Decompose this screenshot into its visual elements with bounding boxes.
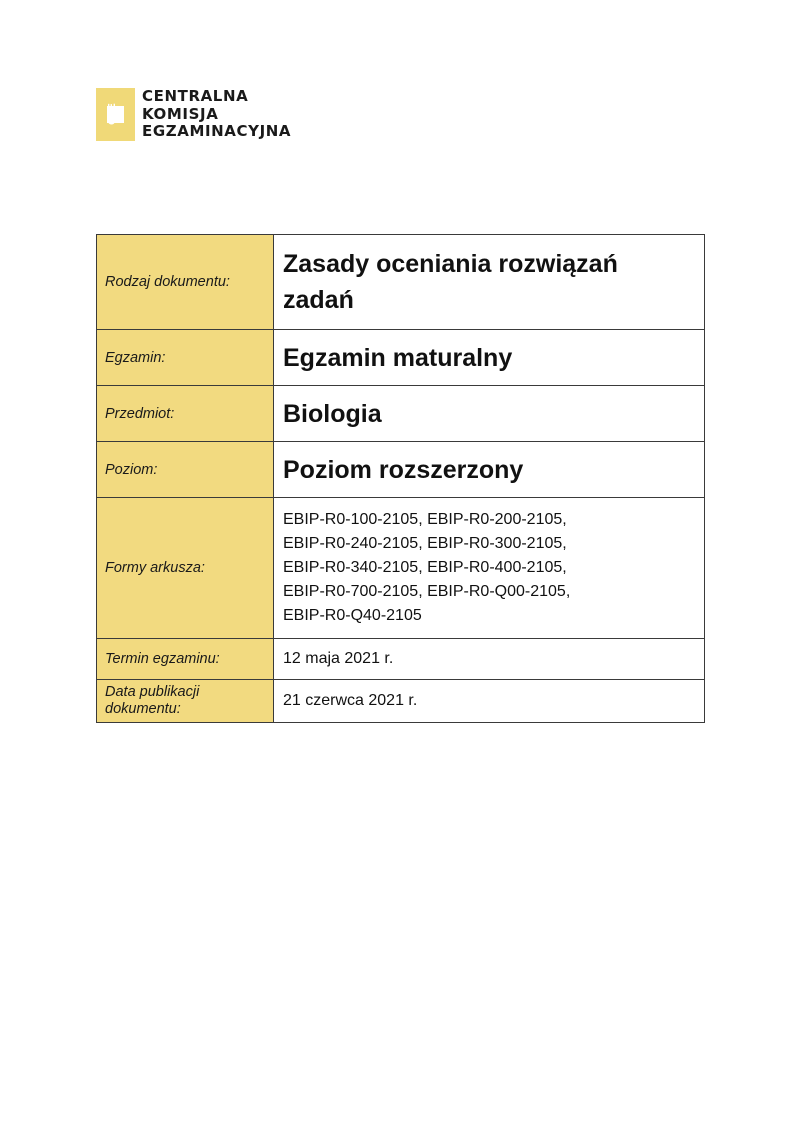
row-exam-date: [97, 639, 705, 680]
forms-value: [274, 498, 705, 639]
row-doc-type: [97, 235, 705, 330]
cke-logo-mark: [96, 88, 135, 141]
row-forms: [97, 498, 705, 639]
exam-date-label: Termin egzaminu:: [97, 639, 274, 680]
svg-text:CKE: CKE: [107, 103, 118, 125]
doc-type-label: Rodzaj dokumentu:: [97, 235, 274, 330]
exam-value: Egzamin maturalny: [274, 330, 705, 386]
forms-line: EBIP-R0-240-2105, EBIP-R0-300-2105,: [283, 535, 567, 552]
row-subject: [97, 386, 705, 442]
subject-label: Przedmiot:: [97, 386, 274, 442]
exam-date-value: 12 maja 2021 r.: [274, 639, 705, 680]
row-exam: [97, 330, 705, 386]
forms-line: EBIP-R0-100-2105, EBIP-R0-200-2105,: [283, 511, 567, 528]
cke-logo-text: [142, 88, 291, 141]
level-label: Poziom:: [97, 442, 274, 498]
exam-label: Egzamin:: [97, 330, 274, 386]
row-level: [97, 442, 705, 498]
subject-value: Biologia: [274, 386, 705, 442]
forms-line: EBIP-R0-Q40-2105: [283, 607, 422, 624]
logo-line-1: CENTRALNA: [142, 87, 249, 105]
row-publication-date: [97, 680, 705, 723]
cke-mark-letters: [96, 88, 135, 141]
forms-label: Formy arkusza:: [97, 498, 274, 639]
document-info-table: [96, 234, 705, 723]
level-value: Poziom rozszerzony: [274, 442, 705, 498]
logo-line-2: KOMISJA: [142, 104, 219, 123]
logo-line-3: EGZAMINACYJNA: [142, 122, 292, 140]
cke-logo: [96, 88, 291, 141]
forms-line: EBIP-R0-340-2105, EBIP-R0-400-2105,: [283, 559, 567, 576]
publication-date-value: 21 czerwca 2021 r.: [274, 680, 705, 723]
doc-type-value: Zasady oceniania rozwiązań zadań: [274, 235, 705, 330]
forms-line: EBIP-R0-700-2105, EBIP-R0-Q00-2105,: [283, 583, 571, 600]
publication-date-label: Data publikacji dokumentu:: [97, 680, 274, 723]
